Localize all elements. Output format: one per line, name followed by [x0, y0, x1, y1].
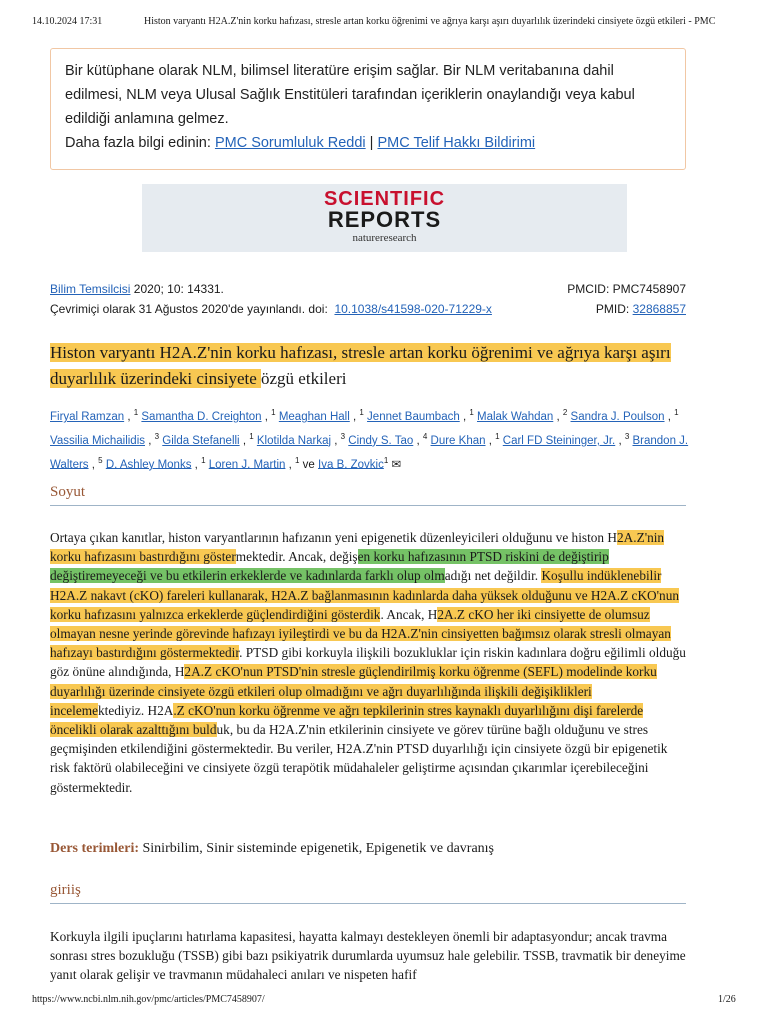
abstract-body	[50, 528, 686, 797]
banner-publisher: natureresearch	[352, 232, 417, 244]
author-link[interactable]: Gilda Stefanelli	[162, 434, 240, 447]
author-separator: ,	[331, 434, 341, 447]
abstract-highlight: 2A.Z'nin korku hafızasını bastırdığını göster	[50, 530, 665, 565]
pmid-link[interactable]: 32868857	[632, 302, 686, 316]
author-link[interactable]: Sandra J. Poulson	[570, 410, 665, 423]
abstract-text: mektedir. Ancak, değiş	[235, 549, 358, 565]
author-link[interactable]: Samantha D. Creighton	[141, 410, 262, 423]
author-affiliation[interactable]: 1	[249, 431, 254, 441]
author-link[interactable]: Loren J. Martin	[208, 458, 286, 471]
pmcid: PMCID: PMC7458907	[567, 282, 686, 296]
title-highlighted: Histon varyantı H2A.Z'nin korku hafızası, stresle artan korku öğrenimi ve ağrıya karşı aşırı duyarlılık üzerindeki cinsiyete	[50, 343, 671, 388]
author-separator: ,	[191, 458, 202, 471]
pmc-disclaimer-link[interactable]: PMC Sorumluluk Reddi	[214, 135, 366, 151]
page-number: 1/26	[718, 994, 736, 1005]
author-affiliation[interactable]: 2	[562, 408, 568, 417]
print-page-title: Histon varyantı H2A.Z'nin korku hafızası, stresle artan korku öğrenimi ve ağrıya karşı aşırı duyarlılık üzerindeki cinsiyete özgü etkileri - PMC	[144, 16, 716, 27]
author-separator: ,	[485, 434, 496, 447]
author-link[interactable]: Dure Khan	[430, 434, 486, 447]
author-affiliation[interactable]: 1	[133, 408, 139, 417]
mail-icon[interactable]: ✉	[391, 458, 402, 471]
author-affiliation[interactable]: 1	[469, 408, 474, 417]
title-rest: özgü etkileri	[261, 369, 347, 388]
pmid-label: PMID:	[595, 302, 630, 316]
author-affiliation[interactable]: 1	[201, 455, 206, 465]
keywords	[50, 839, 686, 858]
author-affiliation[interactable]: 1	[674, 408, 679, 417]
published-date: Çevrimiçi olarak 31 Ağustos 2020'de yayınlandı. doi:	[50, 302, 328, 316]
intro-text: Korkuyla ilgili ipuçlarını hatırlama kapasitesi, hayatta kalmayı destekleyen önemli bir adaptasyondur; ancak travma sonrası stres bozukluğu (TSSB) gibi bazı psikiyatrik durumlarda uyumsuz hale gelebilir. TSSB, travmatik bir deneyime yanıt olarak gelişir ve travmanın müdahaleci anıları ve nispeten hafif	[50, 929, 686, 983]
published-row	[50, 302, 686, 316]
intro-body	[50, 927, 686, 985]
author-link[interactable]: Malak Wahdan	[477, 410, 554, 423]
print-date: 14.10.2024 17:31	[32, 16, 103, 27]
author-separator: ,	[413, 434, 423, 447]
author-separator: ,	[349, 410, 360, 423]
author-separator: ,	[664, 410, 675, 423]
print-url: https://www.ncbi.nlm.nih.gov/pmc/articles/PMC7458907/	[32, 994, 265, 1005]
author-affiliation[interactable]: 3	[154, 431, 160, 441]
author-link[interactable]: Firyal Ramzan	[50, 410, 125, 423]
author-link[interactable]: Klotilda Narkaj	[256, 434, 332, 447]
abstract-text: Ortaya çıkan kanıtlar, histon varyantlarının hafızanın yeni epigenetik düzenleyicileri olduğunu ve histon H	[50, 530, 617, 545]
banner-reports: REPORTS	[327, 207, 442, 232]
author-separator: ,	[553, 410, 563, 423]
author-link[interactable]: D. Ashley Monks	[105, 458, 192, 471]
author-affiliation[interactable]: 1	[383, 455, 389, 465]
author-separator: ,	[285, 458, 296, 471]
author-separator: ,	[261, 410, 272, 423]
citation-row	[50, 282, 686, 296]
article-title	[50, 340, 690, 392]
keywords-text: Sinirbilim, Sinir sisteminde epigenetik, Epigenetik ve davranış	[142, 841, 494, 856]
journal-banner[interactable]	[142, 184, 627, 252]
author-affiliation[interactable]: 3	[340, 431, 346, 441]
authors-and: ve	[302, 458, 315, 471]
author-affiliation[interactable]: 4	[422, 431, 428, 441]
abstract-text: uk, bu da H2A.Z'nin etkilerinin cinsiyete ve görev türüne bağlı olduğunu ve stres geçmişinden etkilendiğini göstermektedir. Bu veriler, H2A.Z'nin PTSD duyarlılığı için cinsiyete özgü bir epigenetik risk faktörü olabileceğini ve cinsiyete özgü terapötik müdahaleler geliştirme açısından çıkarımlar içerebileceğini göstermektedir.	[50, 722, 668, 795]
author-link[interactable]: Iva B. Zovkic	[318, 458, 384, 471]
abstract-text: adığı net değildir.	[444, 568, 542, 584]
abstract-highlight: Koşullu indüklenebilir H2A.Z nakavt (cKO) fareleri kullanarak, H2A.Z bağlanmasının kadınlarda daha yüksek olduğunu ve H2A.Z cKO'nun korku hafızasını yalnızca erkeklerde güçlendirdiğini gösterdik	[50, 568, 680, 622]
author-link[interactable]: Jennet Baumbach	[367, 410, 460, 423]
author-list	[50, 403, 690, 474]
author-separator: ,	[239, 434, 250, 447]
intro-heading: giriiş	[50, 882, 686, 904]
abstract-highlight-green: en korku hafızasının PTSD riskini de değiştirip değiştiremeyeceği ve bu etkilerin erkeklerde ve kadınlarda farklı olup olm	[50, 549, 609, 584]
author-separator: ,	[615, 434, 625, 447]
abstract-text: ktediyiz. H2A	[98, 702, 174, 718]
nlm-disclaimer-box	[50, 48, 686, 170]
abstract-highlight: .Z cKO'nun korku öğrenme ve ağrı tepkilerinin stres kaynaklı duyarlılığını dişi farelerde öncelikli olarak azalttığını buld	[50, 702, 644, 738]
disclaimer-more-label: Daha fazla bilgi edinin:	[65, 135, 211, 151]
author-separator: ,	[459, 410, 470, 423]
abstract-highlight: 2A.Z cKO'nun PTSD'nin stresle güçlendirilmiş korku öğrenme (SEFL) modelinde korku duyarlılığı üzerinde cinsiyete özgü etkileri olup olmadığını ve ağrı duyarlılığında ilişkili değişiklikleri inceleme	[50, 664, 657, 718]
abstract-text: . PTSD gibi korkuyla ilişkili bozukluklar için riskin kadınlara doğru eğilimli olduğu göz önüne alındığında, H	[50, 645, 686, 680]
author-link[interactable]: Meaghan Hall	[278, 410, 350, 423]
journal-volume: 2020; 10: 14331.	[133, 282, 224, 296]
author-affiliation[interactable]: 1	[271, 408, 276, 417]
author-separator: ,	[145, 434, 155, 447]
abstract-highlight: 2A.Z cKO her iki cinsiyette de olumsuz olmayan nesne yerinde görevinde hafızayı iyileştirdi ve bu da H2A.Z'nin cinsiyetten bağımsız olarak stresli olmayan hafızayı bastırdığını göstermektedir	[50, 606, 671, 661]
author-link[interactable]: Cindy S. Tao	[348, 434, 414, 447]
doi-link[interactable]: 10.1038/s41598-020-71229-x	[334, 302, 492, 316]
author-affiliation[interactable]: 5	[98, 455, 103, 465]
author-affiliation[interactable]: 1	[495, 431, 500, 441]
author-separator: ,	[124, 410, 134, 423]
pmc-copyright-link[interactable]: PMC Telif Hakkı Bildirimi	[377, 135, 536, 151]
author-link[interactable]: Brandon J. Walters	[50, 434, 689, 471]
author-affiliation[interactable]: 1	[295, 455, 300, 465]
author-link[interactable]: Carl FD Steininger, Jr.	[502, 434, 616, 447]
abstract-text: . Ancak, H	[380, 606, 438, 622]
author-separator: ,	[88, 458, 99, 471]
disclaimer-separator: |	[369, 135, 374, 151]
author-affiliation[interactable]: 1	[359, 408, 364, 417]
journal-link[interactable]: Bilim Temsilcisi	[50, 282, 131, 296]
abstract-heading: Soyut	[50, 484, 686, 506]
banner-scientific: SCIENTIFIC	[323, 188, 446, 210]
author-link[interactable]: Vassilia Michailidis	[50, 434, 146, 447]
author-affiliation[interactable]: 3	[624, 431, 630, 441]
keywords-label: Ders terimleri:	[50, 841, 139, 856]
disclaimer-text: Bir kütüphane olarak NLM, bilimsel literatüre erişim sağlar. Bir NLM veritabanına dahil edilmesi, NLM veya Ulusal Sağlık Enstitüleri tarafından içeriklerin onaylandığı veya kabul edildiği anlamına gelmez.	[65, 63, 635, 127]
